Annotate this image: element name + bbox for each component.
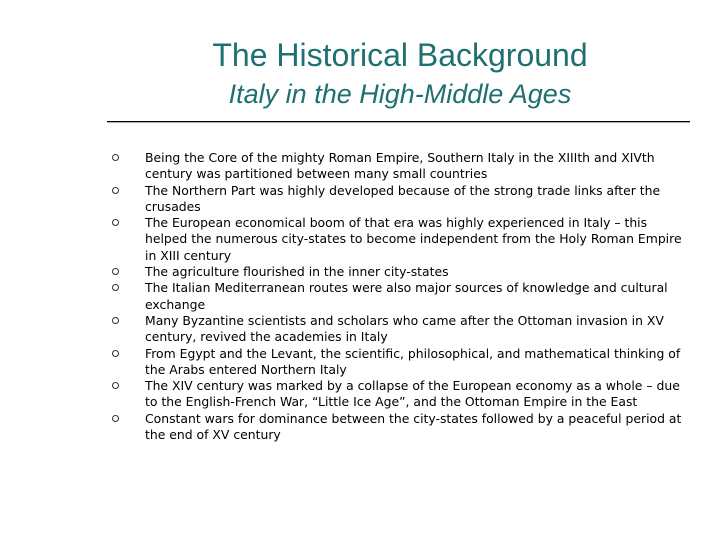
bullet-text: From Egypt and the Levant, the scientific, philosophical, and mathematical thinking of the Arabs entered Northern Italy (145, 345, 681, 377)
bullet-item (0, 313, 728, 346)
bullet-text: Constant wars for dominance between the city-states followed by a peaceful period at the end of XV century (145, 410, 682, 443)
bullet-item (0, 215, 728, 264)
bullet-item (0, 183, 728, 216)
hollow-circle-bullet-icon (112, 187, 119, 194)
bullet-text: The XIV century was marked by a collapse of the European economy as a whole – due to the English-French War, “Little Ice Age”, and the Ottoman Empire in the East (145, 378, 680, 410)
bullet-item (0, 378, 728, 411)
hollow-circle-bullet-icon (112, 284, 119, 291)
slide-title: The Historical Background (212, 37, 588, 73)
bullet-text: Many Byzantine scientists and scholars who came after the Ottoman invasion in XV century, revived the academies in Italy (145, 312, 664, 345)
bullet-list (0, 150, 728, 443)
bullet-text: The agriculture flourished in the inner city-states (145, 264, 449, 280)
bullet-item (0, 264, 728, 280)
slide-subtitle: Italy in the High-Middle Ages (228, 79, 572, 109)
bullet-item (0, 346, 728, 379)
bullet-item (0, 150, 728, 183)
bullet-text: The European economical boom of that era was highly experienced in Italy – this helped the numerous city-states to become independent from the Holy Roman Empire in XIII century (145, 215, 682, 263)
hollow-circle-bullet-icon (112, 154, 119, 161)
hollow-circle-bullet-icon (112, 268, 119, 275)
hollow-circle-bullet-icon (112, 382, 119, 389)
bullet-text: The Northern Part was highly developed because of the strong trade links after the crusades (145, 182, 661, 214)
hollow-circle-bullet-icon (112, 350, 119, 357)
bullet-item (0, 411, 728, 444)
title-divider (107, 121, 690, 122)
title-block (100, 34, 700, 112)
hollow-circle-bullet-icon (112, 317, 119, 324)
hollow-circle-bullet-icon (112, 415, 119, 422)
bullet-item (0, 280, 728, 313)
bullet-text: Being the Core of the mighty Roman Empire, Southern Italy in the XIIIth and XIVth century was partitioned between many small countries (145, 150, 655, 182)
hollow-circle-bullet-icon (112, 219, 119, 226)
bullet-text: The Italian Mediterranean routes were also major sources of knowledge and cultural exchange (145, 280, 668, 312)
